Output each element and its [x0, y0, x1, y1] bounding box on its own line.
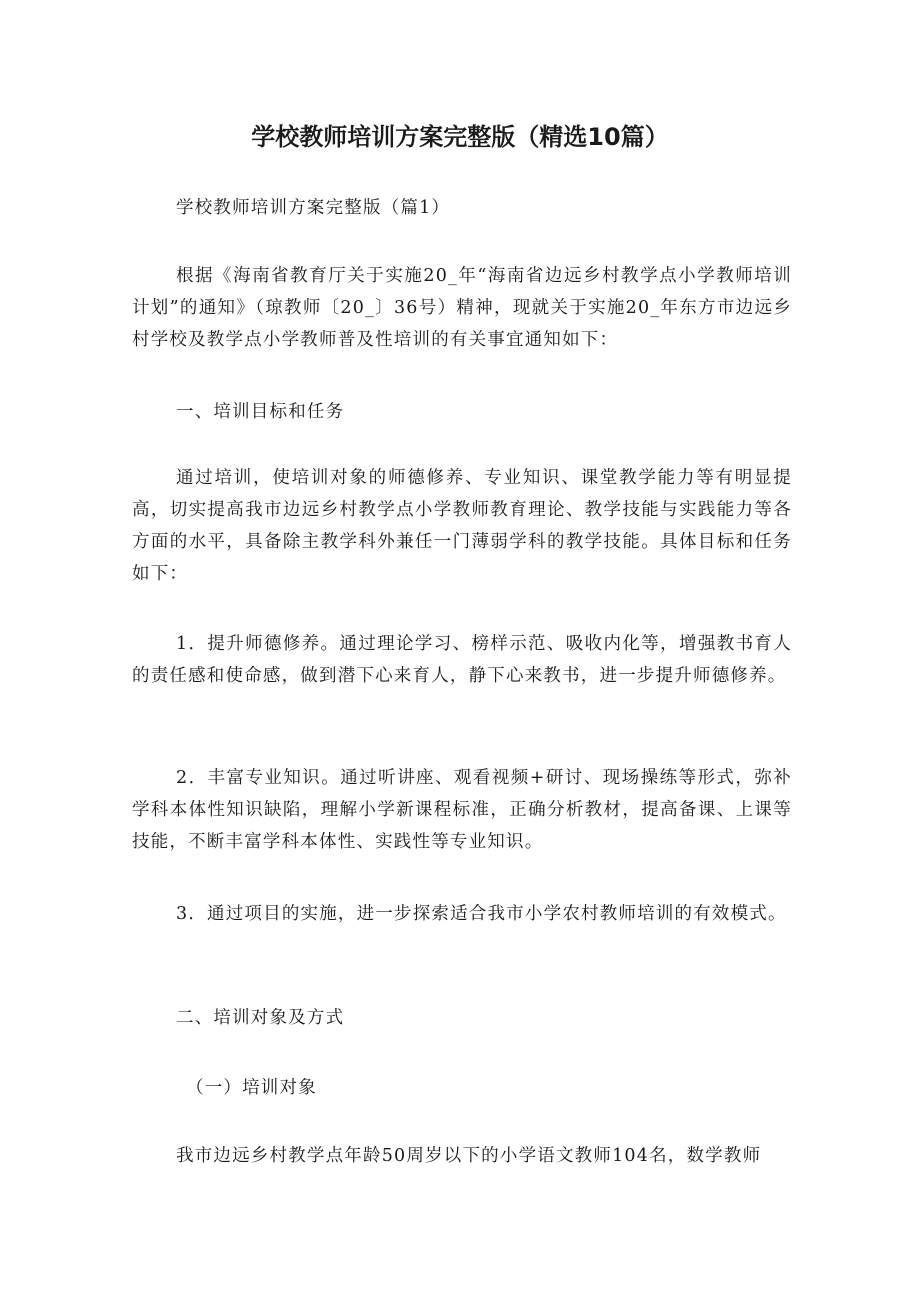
- list-item-1: 1．提升师德修养。通过理论学习、榜样示范、吸收内化等，增强教书育人的责任感和使命感，做到潜下心来育人，静下心来教书，进一步提升师德修养。: [132, 634, 792, 686]
- document-title: 学校教师培训方案完整版（精选10篇）: [251, 123, 669, 151]
- list-item-2: 2．丰富专业知识。通过听讲座、观看视频+研讨、现场操练等形式，弥补学科本体性知识缺陷，理解小学新课程标准，正确分析教材，提高备课、上课等技能，不断丰富学科本体性、实践性等专业知识。: [132, 768, 792, 852]
- subheading-training-targets: （一）培训对象: [186, 1078, 317, 1098]
- heading-training-targets: 二、培训对象及方式: [176, 1008, 345, 1028]
- goals-paragraph: 通过培训，使培训对象的师德修养、专业知识、课堂教学能力等有明显提高，切实提高我市边远乡村教学点小学教师教育理论、教学技能与实践能力等各方面的水平，具备除主教学科外兼任一门薄弱学科的教学技能。具体目标和任务如下：: [132, 468, 792, 584]
- section-title: 学校教师培训方案完整版（篇1）: [176, 198, 451, 218]
- intro-paragraph: 根据《海南省教育厅关于实施20_年“海南省边远乡村教学点小学教师培训计划”的通知》（琼教师〔20_〕36号）精神，现就关于实施20_年东方市边远乡村学校及教学点小学教师普及性培训的有关事宜通知如下：: [132, 266, 792, 350]
- heading-training-goals: 一、培训目标和任务: [176, 402, 345, 422]
- targets-paragraph: 我市边远乡村教学点年龄50周岁以下的小学语文教师104名，数学教师: [176, 1146, 762, 1166]
- list-item-3: 3．通过项目的实施，进一步探索适合我市小学农村教师培训的有效模式。: [176, 904, 787, 924]
